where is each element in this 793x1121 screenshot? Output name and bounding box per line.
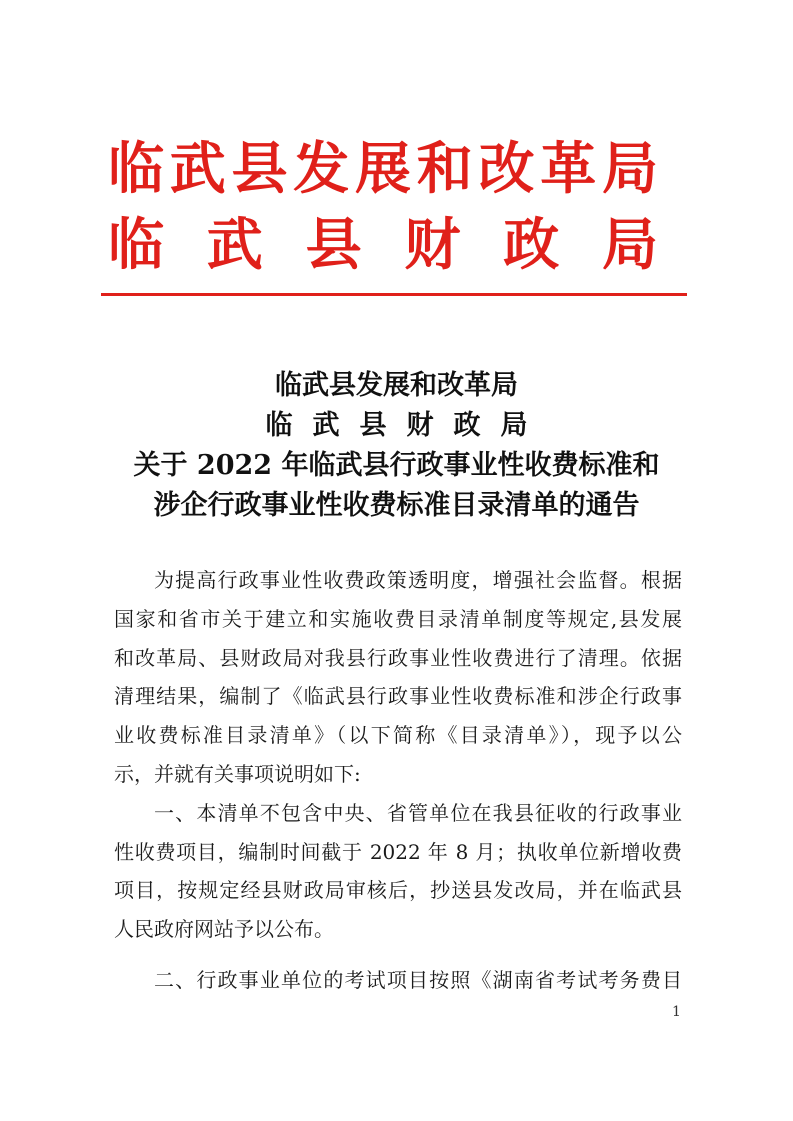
- document-body: [114, 561, 682, 1000]
- body-line: 人民政府网站予以公布。: [114, 917, 334, 942]
- body-line: 示，并就有关事项说明如下:: [114, 761, 361, 786]
- page-number: 1: [672, 1004, 681, 1020]
- title-line-3: 关于 2022 年临武县行政事业性收费标准和: [133, 450, 660, 481]
- header-char: 县: [305, 213, 362, 278]
- title-line-4: 涉企行政事业性收费标准目录清单的通告: [153, 490, 640, 521]
- header-char: 武: [206, 213, 263, 278]
- body-line: 一、本清单不包含中央、省管单位在我县征收的行政事业: [154, 800, 682, 825]
- header-char: 政: [503, 213, 560, 278]
- header-char: 临: [108, 213, 164, 278]
- header-char: 改: [478, 137, 535, 202]
- header-char: 财: [404, 213, 461, 278]
- header-char: 发: [293, 137, 350, 202]
- header-char: 临: [108, 137, 164, 202]
- header-char: 局: [601, 213, 658, 278]
- title-line-2: 临武县财政局: [265, 410, 548, 441]
- body-line: 业收费标准目录清单》（以下简称《目录清单》），现予以公: [114, 723, 682, 748]
- red-divider-rule: [101, 293, 687, 296]
- body-line: 为提高行政事业性收费政策透明度，增强社会监督。根据: [154, 568, 682, 592]
- body-line: 清理结果，编制了《临武县行政事业性收费标准和涉企行政事: [114, 684, 682, 709]
- header-char: 局: [602, 137, 658, 202]
- body-line: 二、行政事业单位的考试项目按照《湖南省考试考务费目: [154, 967, 682, 992]
- header-char: 革: [540, 137, 597, 202]
- body-line: 性收费项目，编制时间截于 2022 年 8 月；执收单位新增收费: [114, 839, 682, 864]
- body-line: 国家和省市关于建立和实施收费目录清单制度等规定,县发展: [114, 606, 682, 631]
- header-char: 县: [231, 137, 288, 202]
- header-char: 和: [416, 137, 473, 202]
- document-title: [86, 366, 707, 526]
- header-line-2: [108, 208, 658, 284]
- header-line-1: [108, 132, 658, 208]
- header-char: 展: [355, 137, 411, 202]
- body-line: 项目，按规定经县财政局审核后，抄送县发改局，并在临武县: [114, 878, 682, 903]
- body-line: 和改革局、县财政局对我县行政事业性收费进行了清理。依据: [114, 645, 682, 670]
- title-line-1: 临武县发展和改革局: [275, 370, 518, 401]
- header-char: 武: [169, 137, 226, 202]
- issuing-authority-header: [108, 132, 658, 284]
